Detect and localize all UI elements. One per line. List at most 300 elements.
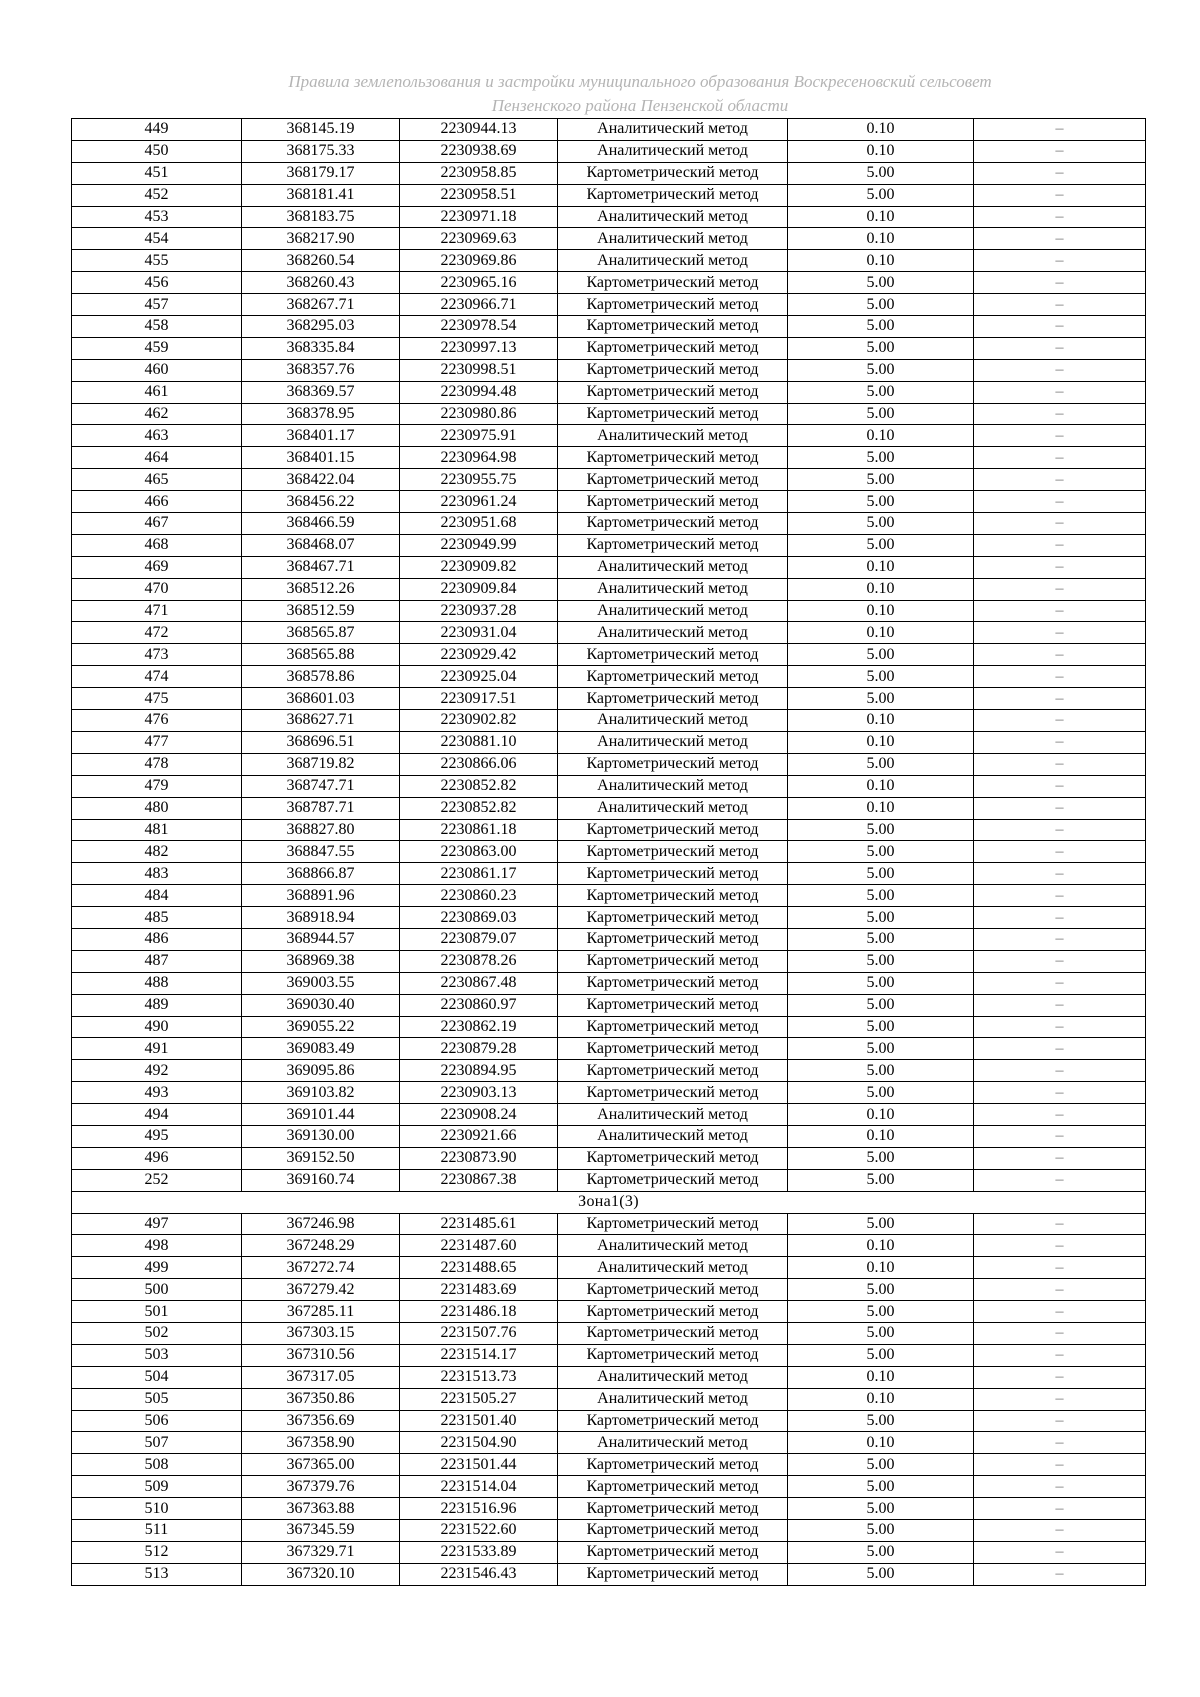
point-number-cell: 455: [72, 250, 242, 272]
note-cell: –: [974, 1147, 1146, 1169]
accuracy-cell: 0.10: [788, 1104, 974, 1126]
point-number-cell: 482: [72, 841, 242, 863]
accuracy-cell: 0.10: [788, 710, 974, 732]
accuracy-cell: 0.10: [788, 1388, 974, 1410]
table-row: [72, 600, 1146, 622]
point-number-cell: 492: [72, 1060, 242, 1082]
x-coordinate-cell: 368217.90: [242, 228, 400, 250]
note-cell: –: [974, 1563, 1146, 1585]
zone-label: Зона1(3): [72, 1191, 1146, 1213]
point-number-cell: 485: [72, 907, 242, 929]
point-number-cell: 507: [72, 1432, 242, 1454]
accuracy-cell: 5.00: [788, 972, 974, 994]
table-row: [72, 994, 1146, 1016]
table-row: [72, 950, 1146, 972]
method-cell: Картометрический метод: [558, 403, 788, 425]
x-coordinate-cell: 367272.74: [242, 1257, 400, 1279]
point-number-cell: 452: [72, 184, 242, 206]
table-row: [72, 1147, 1146, 1169]
point-number-cell: 501: [72, 1301, 242, 1323]
point-number-cell: 450: [72, 140, 242, 162]
accuracy-cell: 5.00: [788, 928, 974, 950]
table-row: [72, 1432, 1146, 1454]
point-number-cell: 495: [72, 1125, 242, 1147]
note-cell: –: [974, 1279, 1146, 1301]
x-coordinate-cell: 368627.71: [242, 710, 400, 732]
method-cell: Картометрический метод: [558, 928, 788, 950]
y-coordinate-cell: 2231504.90: [400, 1432, 558, 1454]
point-number-cell: 471: [72, 600, 242, 622]
note-cell: –: [974, 228, 1146, 250]
accuracy-cell: 5.00: [788, 885, 974, 907]
note-cell: –: [974, 403, 1146, 425]
method-cell: Картометрический метод: [558, 1301, 788, 1323]
table-row: [72, 228, 1146, 250]
accuracy-cell: 5.00: [788, 1344, 974, 1366]
note-cell: –: [974, 797, 1146, 819]
note-cell: –: [974, 1213, 1146, 1235]
method-cell: Аналитический метод: [558, 622, 788, 644]
note-cell: –: [974, 184, 1146, 206]
note-cell: –: [974, 534, 1146, 556]
method-cell: Аналитический метод: [558, 1125, 788, 1147]
y-coordinate-cell: 2230867.48: [400, 972, 558, 994]
method-cell: Аналитический метод: [558, 119, 788, 141]
accuracy-cell: 5.00: [788, 1563, 974, 1585]
accuracy-cell: 5.00: [788, 534, 974, 556]
note-cell: –: [974, 140, 1146, 162]
method-cell: Картометрический метод: [558, 337, 788, 359]
table-row: [72, 1410, 1146, 1432]
y-coordinate-cell: 2230879.28: [400, 1038, 558, 1060]
y-coordinate-cell: 2231483.69: [400, 1279, 558, 1301]
method-cell: Картометрический метод: [558, 907, 788, 929]
point-number-cell: 473: [72, 644, 242, 666]
table-row: [72, 119, 1146, 141]
accuracy-cell: 5.00: [788, 863, 974, 885]
method-cell: Картометрический метод: [558, 1147, 788, 1169]
accuracy-cell: 5.00: [788, 1454, 974, 1476]
method-cell: Картометрический метод: [558, 644, 788, 666]
note-cell: –: [974, 1104, 1146, 1126]
y-coordinate-cell: 2230909.82: [400, 556, 558, 578]
y-coordinate-cell: 2230878.26: [400, 950, 558, 972]
table-row: [72, 1060, 1146, 1082]
point-number-cell: 462: [72, 403, 242, 425]
accuracy-cell: 5.00: [788, 447, 974, 469]
y-coordinate-cell: 2231513.73: [400, 1366, 558, 1388]
table-row: [72, 1322, 1146, 1344]
x-coordinate-cell: 367279.42: [242, 1279, 400, 1301]
x-coordinate-cell: 368401.15: [242, 447, 400, 469]
table-row: [72, 337, 1146, 359]
point-number-cell: 504: [72, 1366, 242, 1388]
accuracy-cell: 5.00: [788, 994, 974, 1016]
x-coordinate-cell: 369055.22: [242, 1016, 400, 1038]
note-cell: –: [974, 1541, 1146, 1563]
table-row: [72, 1520, 1146, 1542]
note-cell: –: [974, 272, 1146, 294]
page-header-line-2: Пензенского района Пензенской области: [491, 96, 789, 115]
point-number-cell: 475: [72, 688, 242, 710]
accuracy-cell: 5.00: [788, 403, 974, 425]
accuracy-cell: 5.00: [788, 316, 974, 338]
table-row: [72, 403, 1146, 425]
table-row: [72, 206, 1146, 228]
x-coordinate-cell: 368696.51: [242, 731, 400, 753]
x-coordinate-cell: 368295.03: [242, 316, 400, 338]
y-coordinate-cell: 2231514.04: [400, 1476, 558, 1498]
point-number-cell: 456: [72, 272, 242, 294]
table-row: [72, 162, 1146, 184]
x-coordinate-cell: 368357.76: [242, 359, 400, 381]
accuracy-cell: 0.10: [788, 797, 974, 819]
accuracy-cell: 5.00: [788, 1169, 974, 1191]
point-number-cell: 463: [72, 425, 242, 447]
point-number-cell: 502: [72, 1322, 242, 1344]
table-row: [72, 1344, 1146, 1366]
method-cell: Картометрический метод: [558, 994, 788, 1016]
accuracy-cell: 5.00: [788, 1541, 974, 1563]
method-cell: Аналитический метод: [558, 1366, 788, 1388]
method-cell: Картометрический метод: [558, 1563, 788, 1585]
note-cell: –: [974, 381, 1146, 403]
point-number-cell: 451: [72, 162, 242, 184]
method-cell: Картометрический метод: [558, 513, 788, 535]
method-cell: Картометрический метод: [558, 1016, 788, 1038]
x-coordinate-cell: 368181.41: [242, 184, 400, 206]
accuracy-cell: 5.00: [788, 359, 974, 381]
table-row: [72, 250, 1146, 272]
x-coordinate-cell: 367365.00: [242, 1454, 400, 1476]
accuracy-cell: 5.00: [788, 819, 974, 841]
y-coordinate-cell: 2230917.51: [400, 688, 558, 710]
point-number-cell: 503: [72, 1344, 242, 1366]
table-row: [72, 1454, 1146, 1476]
x-coordinate-cell: 367363.88: [242, 1498, 400, 1520]
x-coordinate-cell: 368866.87: [242, 863, 400, 885]
method-cell: Картометрический метод: [558, 162, 788, 184]
method-cell: Аналитический метод: [558, 600, 788, 622]
y-coordinate-cell: 2230937.28: [400, 600, 558, 622]
note-cell: –: [974, 666, 1146, 688]
note-cell: –: [974, 1235, 1146, 1257]
x-coordinate-cell: 368918.94: [242, 907, 400, 929]
note-cell: –: [974, 775, 1146, 797]
point-number-cell: 466: [72, 491, 242, 513]
accuracy-cell: 0.10: [788, 1257, 974, 1279]
x-coordinate-cell: 369101.44: [242, 1104, 400, 1126]
point-number-cell: 481: [72, 819, 242, 841]
x-coordinate-cell: 367248.29: [242, 1235, 400, 1257]
method-cell: Картометрический метод: [558, 491, 788, 513]
point-number-cell: 483: [72, 863, 242, 885]
note-cell: –: [974, 994, 1146, 1016]
x-coordinate-cell: 368267.71: [242, 294, 400, 316]
x-coordinate-cell: 367285.11: [242, 1301, 400, 1323]
table-row: [72, 1563, 1146, 1585]
note-cell: –: [974, 753, 1146, 775]
note-cell: –: [974, 425, 1146, 447]
note-cell: –: [974, 119, 1146, 141]
y-coordinate-cell: 2230961.24: [400, 491, 558, 513]
accuracy-cell: 0.10: [788, 228, 974, 250]
method-cell: Аналитический метод: [558, 228, 788, 250]
x-coordinate-cell: 368179.17: [242, 162, 400, 184]
method-cell: Картометрический метод: [558, 950, 788, 972]
accuracy-cell: 5.00: [788, 1498, 974, 1520]
table-row: [72, 381, 1146, 403]
x-coordinate-cell: 367350.86: [242, 1388, 400, 1410]
note-cell: –: [974, 1454, 1146, 1476]
method-cell: Картометрический метод: [558, 885, 788, 907]
y-coordinate-cell: 2230978.54: [400, 316, 558, 338]
accuracy-cell: 5.00: [788, 1322, 974, 1344]
y-coordinate-cell: 2230931.04: [400, 622, 558, 644]
point-number-cell: 509: [72, 1476, 242, 1498]
accuracy-cell: 5.00: [788, 688, 974, 710]
table-row: [72, 1104, 1146, 1126]
method-cell: Картометрический метод: [558, 1344, 788, 1366]
point-number-cell: 489: [72, 994, 242, 1016]
accuracy-cell: 5.00: [788, 513, 974, 535]
method-cell: Картометрический метод: [558, 534, 788, 556]
method-cell: Аналитический метод: [558, 556, 788, 578]
accuracy-cell: 5.00: [788, 950, 974, 972]
accuracy-cell: 0.10: [788, 1366, 974, 1388]
y-coordinate-cell: 2230969.86: [400, 250, 558, 272]
note-cell: –: [974, 250, 1146, 272]
accuracy-cell: 5.00: [788, 469, 974, 491]
y-coordinate-cell: 2230980.86: [400, 403, 558, 425]
x-coordinate-cell: 368719.82: [242, 753, 400, 775]
y-coordinate-cell: 2230861.17: [400, 863, 558, 885]
x-coordinate-cell: 367303.15: [242, 1322, 400, 1344]
point-number-cell: 467: [72, 513, 242, 535]
method-cell: Картометрический метод: [558, 1541, 788, 1563]
note-cell: –: [974, 731, 1146, 753]
method-cell: Картометрический метод: [558, 863, 788, 885]
x-coordinate-cell: 367246.98: [242, 1213, 400, 1235]
point-number-cell: 480: [72, 797, 242, 819]
x-coordinate-cell: 368969.38: [242, 950, 400, 972]
x-coordinate-cell: 368401.17: [242, 425, 400, 447]
point-number-cell: 459: [72, 337, 242, 359]
accuracy-cell: 5.00: [788, 1476, 974, 1498]
note-cell: –: [974, 1038, 1146, 1060]
method-cell: Аналитический метод: [558, 250, 788, 272]
note-cell: –: [974, 1520, 1146, 1542]
point-number-cell: 476: [72, 710, 242, 732]
method-cell: Картометрический метод: [558, 184, 788, 206]
method-cell: Картометрический метод: [558, 359, 788, 381]
accuracy-cell: 0.10: [788, 250, 974, 272]
point-number-cell: 464: [72, 447, 242, 469]
y-coordinate-cell: 2230975.91: [400, 425, 558, 447]
note-cell: –: [974, 206, 1146, 228]
x-coordinate-cell: 368183.75: [242, 206, 400, 228]
method-cell: Картометрический метод: [558, 666, 788, 688]
x-coordinate-cell: 368565.87: [242, 622, 400, 644]
y-coordinate-cell: 2231516.96: [400, 1498, 558, 1520]
method-cell: Картометрический метод: [558, 1498, 788, 1520]
x-coordinate-cell: 367345.59: [242, 1520, 400, 1542]
accuracy-cell: 0.10: [788, 425, 974, 447]
y-coordinate-cell: 2231487.60: [400, 1235, 558, 1257]
y-coordinate-cell: 2230951.68: [400, 513, 558, 535]
accuracy-cell: 0.10: [788, 140, 974, 162]
method-cell: Аналитический метод: [558, 797, 788, 819]
accuracy-cell: 5.00: [788, 1279, 974, 1301]
point-number-cell: 494: [72, 1104, 242, 1126]
y-coordinate-cell: 2230852.82: [400, 775, 558, 797]
x-coordinate-cell: 367329.71: [242, 1541, 400, 1563]
x-coordinate-cell: 368467.71: [242, 556, 400, 578]
x-coordinate-cell: 368578.86: [242, 666, 400, 688]
x-coordinate-cell: 368944.57: [242, 928, 400, 950]
method-cell: Картометрический метод: [558, 1454, 788, 1476]
point-number-cell: 513: [72, 1563, 242, 1585]
y-coordinate-cell: 2231501.40: [400, 1410, 558, 1432]
table-row: [72, 644, 1146, 666]
table-row: [72, 469, 1146, 491]
coordinates-table: [71, 118, 1146, 1586]
y-coordinate-cell: 2231546.43: [400, 1563, 558, 1585]
method-cell: Аналитический метод: [558, 1432, 788, 1454]
y-coordinate-cell: 2230902.82: [400, 710, 558, 732]
y-coordinate-cell: 2231514.17: [400, 1344, 558, 1366]
method-cell: Картометрический метод: [558, 316, 788, 338]
note-cell: –: [974, 907, 1146, 929]
point-number-cell: 469: [72, 556, 242, 578]
table-row: [72, 578, 1146, 600]
table-row: [72, 1016, 1146, 1038]
y-coordinate-cell: 2230925.04: [400, 666, 558, 688]
y-coordinate-cell: 2231485.61: [400, 1213, 558, 1235]
point-number-cell: 510: [72, 1498, 242, 1520]
point-number-cell: 498: [72, 1235, 242, 1257]
x-coordinate-cell: 368369.57: [242, 381, 400, 403]
note-cell: –: [974, 294, 1146, 316]
y-coordinate-cell: 2230860.23: [400, 885, 558, 907]
y-coordinate-cell: 2230869.03: [400, 907, 558, 929]
y-coordinate-cell: 2230873.90: [400, 1147, 558, 1169]
y-coordinate-cell: 2230971.18: [400, 206, 558, 228]
accuracy-cell: 5.00: [788, 1301, 974, 1323]
method-cell: Картометрический метод: [558, 469, 788, 491]
point-number-cell: 479: [72, 775, 242, 797]
accuracy-cell: 0.10: [788, 622, 974, 644]
point-number-cell: 252: [72, 1169, 242, 1191]
point-number-cell: 457: [72, 294, 242, 316]
x-coordinate-cell: 369095.86: [242, 1060, 400, 1082]
point-number-cell: 496: [72, 1147, 242, 1169]
note-cell: –: [974, 469, 1146, 491]
table-row: [72, 863, 1146, 885]
accuracy-cell: 0.10: [788, 578, 974, 600]
accuracy-cell: 0.10: [788, 1125, 974, 1147]
accuracy-cell: 0.10: [788, 600, 974, 622]
note-cell: –: [974, 622, 1146, 644]
method-cell: Картометрический метод: [558, 1060, 788, 1082]
x-coordinate-cell: 369003.55: [242, 972, 400, 994]
method-cell: Аналитический метод: [558, 1104, 788, 1126]
y-coordinate-cell: 2230860.97: [400, 994, 558, 1016]
note-cell: –: [974, 841, 1146, 863]
y-coordinate-cell: 2230955.75: [400, 469, 558, 491]
point-number-cell: 454: [72, 228, 242, 250]
point-number-cell: 499: [72, 1257, 242, 1279]
point-number-cell: 493: [72, 1082, 242, 1104]
method-cell: Картометрический метод: [558, 1410, 788, 1432]
note-cell: –: [974, 1366, 1146, 1388]
x-coordinate-cell: 369030.40: [242, 994, 400, 1016]
method-cell: Аналитический метод: [558, 578, 788, 600]
point-number-cell: 472: [72, 622, 242, 644]
point-number-cell: 490: [72, 1016, 242, 1038]
coordinates-table-body: [72, 119, 1146, 1586]
point-number-cell: 512: [72, 1541, 242, 1563]
point-number-cell: 491: [72, 1038, 242, 1060]
y-coordinate-cell: 2230949.99: [400, 534, 558, 556]
y-coordinate-cell: 2230903.13: [400, 1082, 558, 1104]
note-cell: –: [974, 863, 1146, 885]
x-coordinate-cell: 367317.05: [242, 1366, 400, 1388]
note-cell: –: [974, 316, 1146, 338]
accuracy-cell: 5.00: [788, 1016, 974, 1038]
point-number-cell: 470: [72, 578, 242, 600]
x-coordinate-cell: 367358.90: [242, 1432, 400, 1454]
y-coordinate-cell: 2230921.66: [400, 1125, 558, 1147]
table-row: [72, 425, 1146, 447]
y-coordinate-cell: 2230966.71: [400, 294, 558, 316]
table-row: [72, 513, 1146, 535]
y-coordinate-cell: 2230894.95: [400, 1060, 558, 1082]
x-coordinate-cell: 368335.84: [242, 337, 400, 359]
y-coordinate-cell: 2231486.18: [400, 1301, 558, 1323]
y-coordinate-cell: 2230998.51: [400, 359, 558, 381]
table-row: [72, 797, 1146, 819]
method-cell: Аналитический метод: [558, 206, 788, 228]
y-coordinate-cell: 2230863.00: [400, 841, 558, 863]
x-coordinate-cell: 368512.59: [242, 600, 400, 622]
method-cell: Картометрический метод: [558, 1082, 788, 1104]
note-cell: –: [974, 1060, 1146, 1082]
point-number-cell: 497: [72, 1213, 242, 1235]
table-row: [72, 1082, 1146, 1104]
x-coordinate-cell: 368422.04: [242, 469, 400, 491]
point-number-cell: 488: [72, 972, 242, 994]
accuracy-cell: 0.10: [788, 1235, 974, 1257]
point-number-cell: 449: [72, 119, 242, 141]
accuracy-cell: 5.00: [788, 753, 974, 775]
accuracy-cell: 0.10: [788, 119, 974, 141]
table-row: [72, 447, 1146, 469]
x-coordinate-cell: 368787.71: [242, 797, 400, 819]
method-cell: Аналитический метод: [558, 1257, 788, 1279]
x-coordinate-cell: 368891.96: [242, 885, 400, 907]
table-row: [72, 622, 1146, 644]
method-cell: Картометрический метод: [558, 381, 788, 403]
note-cell: –: [974, 710, 1146, 732]
table-row: [72, 731, 1146, 753]
note-cell: –: [974, 1410, 1146, 1432]
note-cell: –: [974, 885, 1146, 907]
point-number-cell: 478: [72, 753, 242, 775]
method-cell: Картометрический метод: [558, 841, 788, 863]
point-number-cell: 468: [72, 534, 242, 556]
table-row: [72, 1169, 1146, 1191]
